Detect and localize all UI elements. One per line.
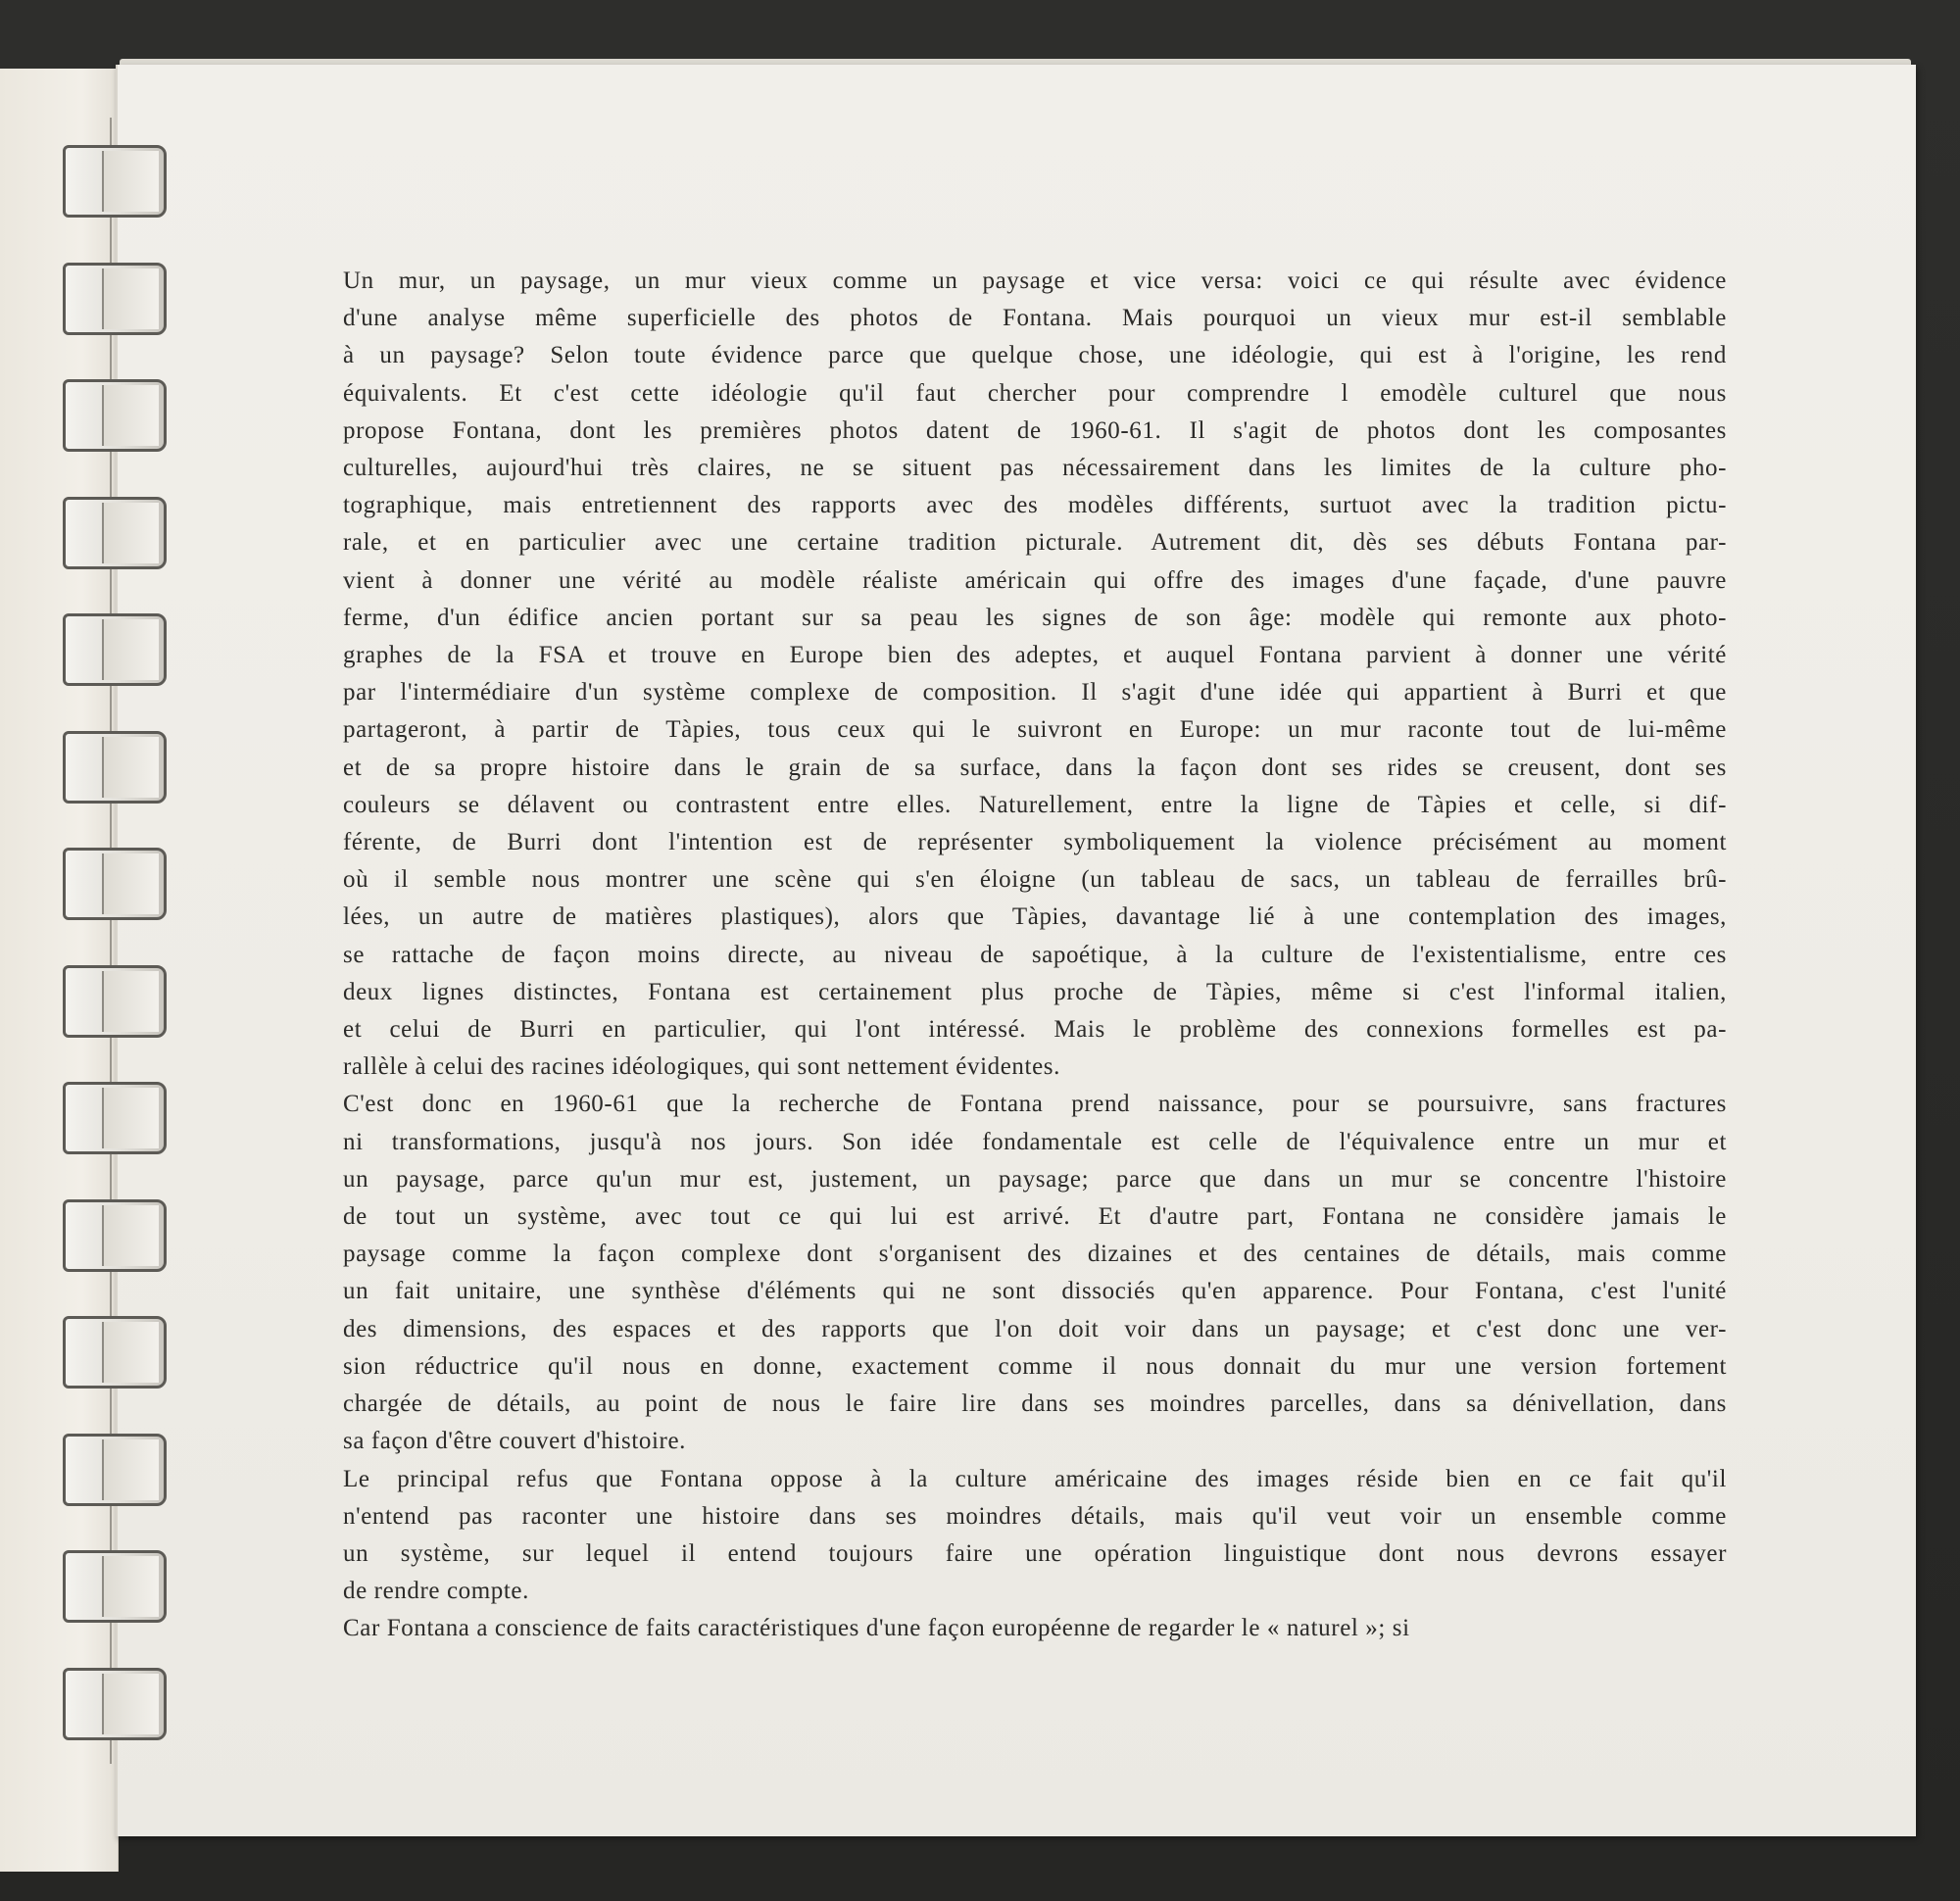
text-line: ferme, d'un édifice ancien portant sur sa peau les signes de son âge: modèle qui remonte aux photo- xyxy=(343,604,1727,631)
body-text xyxy=(343,263,1727,1648)
ring-slot xyxy=(102,1088,159,1148)
binding-ring xyxy=(63,1550,165,1621)
text-line: par l'intermédiaire d'un système complexe de composition. Il s'agit d'une idée qui appartient à Burri et que xyxy=(343,679,1727,707)
binding-spine xyxy=(110,118,112,1764)
text-line: à un paysage? Selon toute évidence parce que quelque chose, une idéologie, qui est à l'origine, les rend xyxy=(343,342,1727,369)
ring-slot xyxy=(102,1439,159,1500)
text-line: d'une analyse même superficielle des photos de Fontana. Mais pourquoi un vieux mur est-il semblable xyxy=(343,305,1727,332)
ring-slot xyxy=(102,1674,159,1734)
text-line: un fait unitaire, une synthèse d'éléments qui ne sont dissociés qu'en apparence. Pour Fontana, c'est l'unité xyxy=(343,1278,1727,1305)
binding-ring xyxy=(63,145,165,216)
ring-slot xyxy=(102,619,159,680)
text-line: férente, de Burri dont l'intention est de représenter symboliquement la violence précisément au moment xyxy=(343,829,1727,856)
text-line: chargée de détails, au point de nous le faire lire dans ses moindres parcelles, dans sa dénivellation, dans xyxy=(343,1390,1727,1418)
text-line: lées, un autre de matières plastiques), alors que Tàpies, davantage lié à une contemplation des images, xyxy=(343,903,1727,931)
text-line: ni transformations, jusqu'à nos jours. Son idée fondamentale est celle de l'équivalence entre un mur et xyxy=(343,1128,1727,1155)
text-line: se rattache de façon moins directe, au niveau de sapoétique, à la culture de l'existentialisme, entre ces xyxy=(343,941,1727,968)
text-line: propose Fontana, dont les premières photos datent de 1960-61. Il s'agit de photos dont les composantes xyxy=(343,416,1727,444)
text-line: de tout un système, avec tout ce qui lui est arrivé. Et d'autre part, Fontana ne considère jamais le xyxy=(343,1203,1727,1231)
text-line: C'est donc en 1960-61 que la recherche de Fontana prend naissance, pour se poursuivre, sans fractures xyxy=(343,1091,1727,1118)
text-line: paysage comme la façon complexe dont s'organisent des dizaines et des centaines de détails, mais comme xyxy=(343,1241,1727,1268)
text-line: tographique, mais entretiennent des rapports avec des modèles différents, surtuot avec la tradition pictu- xyxy=(343,492,1727,519)
binding-ring xyxy=(63,1316,165,1387)
text-line: de rendre compte. xyxy=(343,1578,529,1605)
text-line: un système, sur lequel il entend toujours faire une opération linguistique dont nous devrons essayer xyxy=(343,1539,1727,1567)
ring-slot xyxy=(102,1556,159,1617)
binding-ring xyxy=(63,1434,165,1504)
ring-slot xyxy=(102,1322,159,1383)
text-line: Un mur, un paysage, un mur vieux comme un paysage et vice versa: voici ce qui résulte avec évidence xyxy=(343,268,1727,294)
text-line: rale, et en particulier avec une certaine tradition picturale. Autrement dit, dès ses débuts Fontana par- xyxy=(343,529,1727,557)
ring-slot xyxy=(102,385,159,446)
text-line: sion réductrice qu'il nous en donne, exactement comme il nous donnait du mur une version fortement xyxy=(343,1352,1727,1380)
ring-slot xyxy=(102,151,159,212)
text-line: partageront, à partir de Tàpies, tous ceux qui le suivront en Europe: un mur raconte tout de lui-même xyxy=(343,716,1727,744)
text-line: culturelles, aujourd'hui très claires, ne se situent pas nécessairement dans les limites de la culture pho- xyxy=(343,455,1727,482)
binding-ring xyxy=(63,263,165,333)
binding-ring xyxy=(63,1082,165,1152)
text-line: Le principal refus que Fontana oppose à la culture américaine des images réside bien en ce fait qu'il xyxy=(343,1465,1727,1492)
binding-ring xyxy=(63,1668,165,1738)
ring-slot xyxy=(102,971,159,1032)
ring-slot xyxy=(102,503,159,563)
text-line: un paysage, parce qu'un mur est, justement, un paysage; parce que dans un mur se concentre l'histoire xyxy=(343,1165,1727,1193)
text-line: équivalents. Et c'est cette idéologie qu'il faut chercher pour comprendre l emodèle culturel que nous xyxy=(343,379,1727,407)
text-line: sa façon d'être couvert d'histoire. xyxy=(343,1428,687,1455)
text-line: et celui de Burri en particulier, qui l'ont intéressé. Mais le problème des connexions formelles est pa- xyxy=(343,1016,1727,1044)
text-line: rallèle à celui des racines idéologiques, qui sont nettement évidentes. xyxy=(343,1053,1060,1081)
binding-ring xyxy=(63,965,165,1036)
text-line: vient à donner une vérité au modèle réaliste américain qui offre des images d'une façade, d'une pauvre xyxy=(343,566,1727,594)
text-line: où il semble nous montrer une scène qui s'en éloigne (un tableau de sacs, un tableau de ferrailles brû- xyxy=(343,866,1727,894)
text-line: deux lignes distinctes, Fontana est certainement plus proche de Tàpies, même si c'est l'informal italien, xyxy=(343,978,1727,1005)
binding-ring xyxy=(63,731,165,802)
ring-slot xyxy=(102,853,159,914)
text-line: couleurs se délavent ou contrastent entre elles. Naturellement, entre la ligne de Tàpies et celle, si dif- xyxy=(343,791,1727,818)
ring-slot xyxy=(102,1205,159,1266)
text-line: des dimensions, des espaces et des rapports que l'on doit voir dans un paysage; et c'est donc une ver- xyxy=(343,1315,1727,1342)
text-line: et de sa propre histoire dans le grain de sa surface, dans la façon dont ses rides se creusent, dont ses xyxy=(343,754,1727,781)
binding-ring xyxy=(63,848,165,918)
ring-slot xyxy=(102,737,159,798)
binding-ring xyxy=(63,1199,165,1270)
binding-ring xyxy=(63,379,165,450)
text-line: graphes de la FSA et trouve en Europe bien des adeptes, et auquel Fontana parvient à donner une vérité xyxy=(343,642,1727,669)
text-line: Car Fontana a conscience de faits caractéristiques d'une façon européenne de regarder le « naturel »; si xyxy=(343,1615,1410,1642)
binding-ring xyxy=(63,613,165,684)
ring-slot xyxy=(102,268,159,329)
binding-ring xyxy=(63,497,165,567)
text-line: n'entend pas raconter une histoire dans ses moindres détails, mais qu'il veut voir un ensemble comme xyxy=(343,1502,1727,1530)
